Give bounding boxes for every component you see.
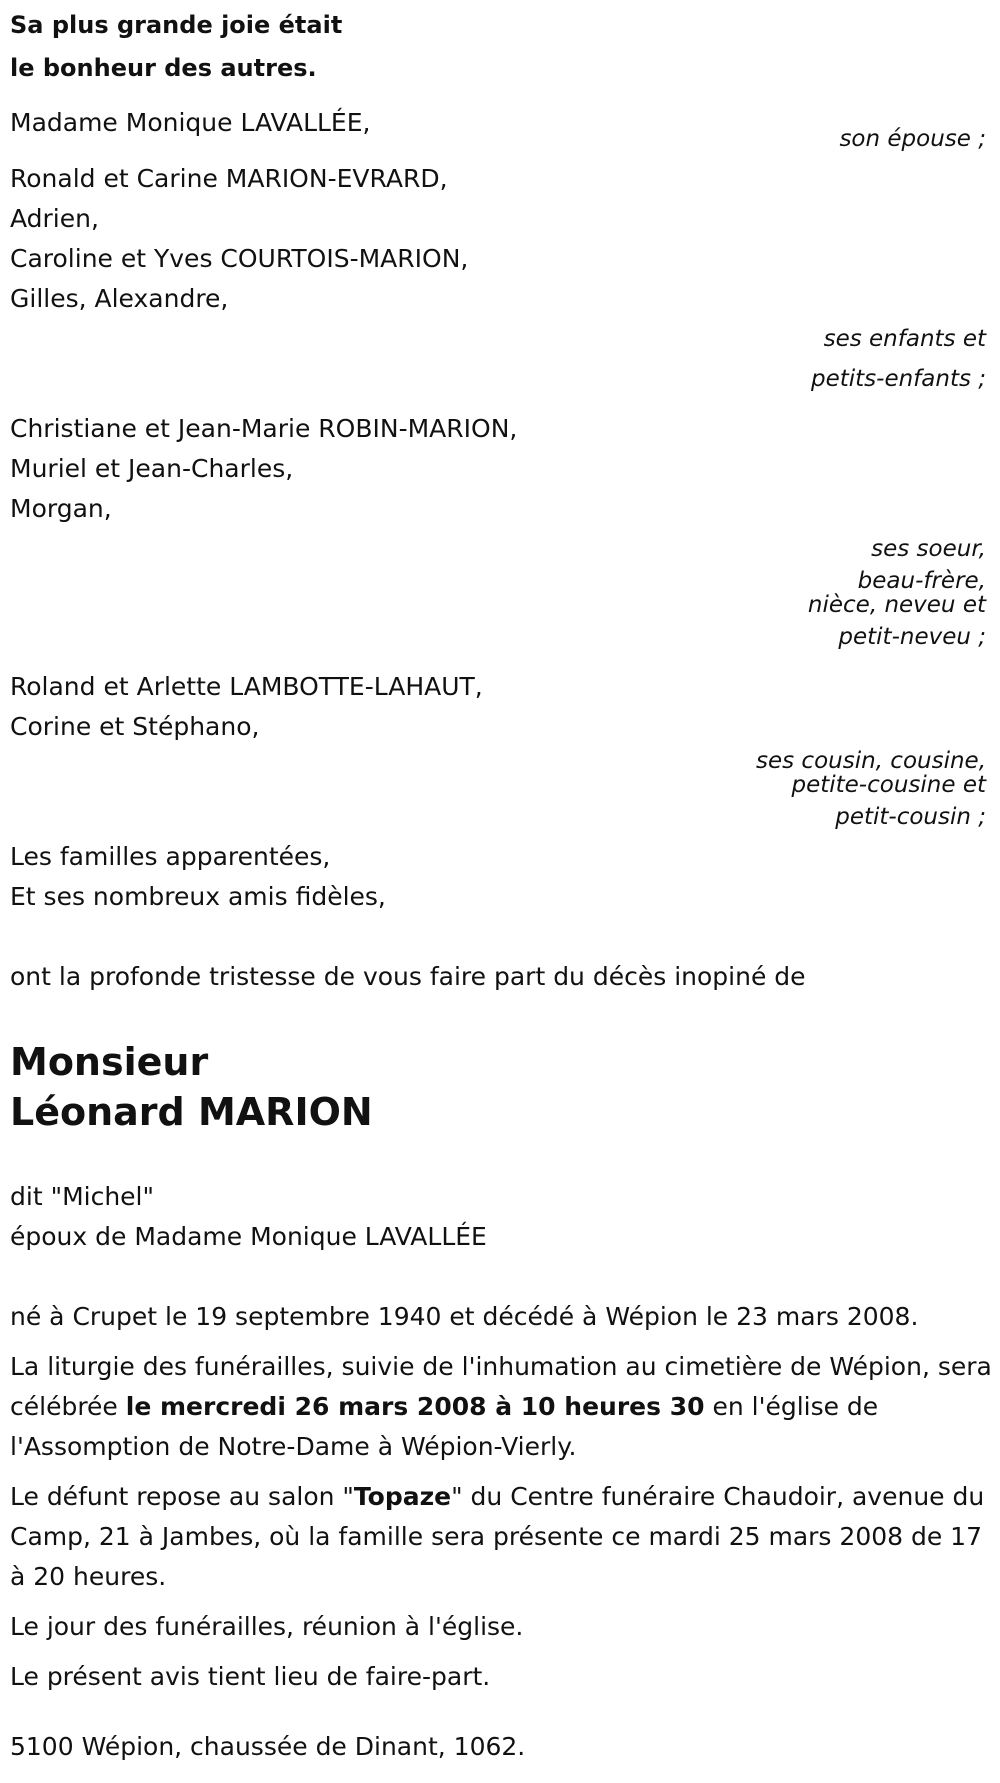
siblings-line: Christiane et Jean-Marie ROBIN-MARION, bbox=[10, 414, 518, 443]
liturgy-text-pre: La liturgie des funérailles, suivie de l'inhumation au cimetière de Wépion, sera célébrée bbox=[10, 1352, 992, 1421]
deceased-spouse-of: époux de Madame Monique LAVALLÉE bbox=[10, 1222, 487, 1251]
children-line: Caroline et Yves COURTOIS-MARION, bbox=[10, 244, 469, 273]
liturgy-text-post: en l'église de l'Assomption de Notre-Dame à Wépion-Vierly. bbox=[10, 1392, 879, 1461]
liturgy-text bbox=[10, 1347, 1000, 1467]
children-line: Adrien, bbox=[10, 204, 99, 233]
family-cousins bbox=[10, 667, 990, 837]
children-line: Ronald et Carine MARION-EVRARD, bbox=[10, 164, 448, 193]
others-line: Et ses nombreux amis fidèles, bbox=[10, 882, 386, 911]
others-line: Les familles apparentées, bbox=[10, 842, 331, 871]
children-line: Gilles, Alexandre, bbox=[10, 284, 229, 313]
cousins-role-2: petite-cousine et bbox=[791, 772, 986, 798]
siblings-role-3: nièce, neveu et bbox=[807, 592, 986, 618]
family-siblings bbox=[10, 409, 990, 657]
notice-text: Le présent avis tient lieu de faire-part. bbox=[10, 1662, 491, 1691]
epigraph bbox=[10, 1, 990, 93]
rest-location-text bbox=[10, 1477, 1000, 1597]
cousins-line: Roland et Arlette LAMBOTTE-LAHAUT, bbox=[10, 672, 483, 701]
epigraph-line-1: Sa plus grande joie était bbox=[10, 11, 343, 39]
spouse-role: son épouse ; bbox=[839, 126, 986, 152]
birth-death-text: né à Crupet le 19 septembre 1940 et décédé à Wépion le 23 mars 2008. bbox=[10, 1302, 919, 1331]
address-text: 5100 Wépion, chaussée de Dinant, 1062. bbox=[10, 1732, 526, 1761]
family-children bbox=[10, 159, 990, 399]
family-others bbox=[10, 837, 990, 917]
rest-text-pre: Le défunt repose au salon " bbox=[10, 1482, 354, 1511]
announcement-text: ont la profonde tristesse de vous faire part du décès inopiné de bbox=[10, 962, 806, 991]
siblings-line: Muriel et Jean-Charles, bbox=[10, 454, 294, 483]
rest-text-post: " du Centre funéraire Chaudoir, avenue du Camp, 21 à Jambes, où la famille sera présente ce mardi 25 mars 2008 de 17 à 20 heures. bbox=[10, 1482, 985, 1591]
deceased-name: Léonard MARION bbox=[10, 1090, 373, 1134]
deceased-alias: dit "Michel" bbox=[10, 1182, 154, 1211]
children-role-1: ses enfants et bbox=[823, 326, 986, 352]
children-role-2: petits-enfants ; bbox=[810, 366, 986, 392]
cousins-role-3: petit-cousin ; bbox=[835, 804, 986, 830]
siblings-role-4: petit-neveu ; bbox=[838, 624, 986, 650]
obituary-notice bbox=[0, 1, 1000, 1783]
meeting-text: Le jour des funérailles, réunion à l'église. bbox=[10, 1612, 524, 1641]
siblings-line: Morgan, bbox=[10, 494, 112, 523]
liturgy-date: le mercredi 26 mars 2008 à 10 heures 30 bbox=[125, 1392, 705, 1421]
cousins-line: Corine et Stéphano, bbox=[10, 712, 260, 741]
family-spouse bbox=[10, 103, 990, 159]
rest-salon-name: Topaze bbox=[353, 1482, 452, 1511]
epigraph-line-2: le bonheur des autres. bbox=[10, 54, 317, 82]
siblings-role-1: ses soeur, bbox=[871, 536, 986, 562]
spouse-name: Madame Monique LAVALLÉE, bbox=[10, 108, 371, 137]
siblings-role-2: beau-frère, bbox=[857, 568, 986, 594]
cousins-role-1: ses cousin, cousine, bbox=[756, 748, 986, 774]
deceased-title: Monsieur bbox=[10, 1040, 209, 1084]
